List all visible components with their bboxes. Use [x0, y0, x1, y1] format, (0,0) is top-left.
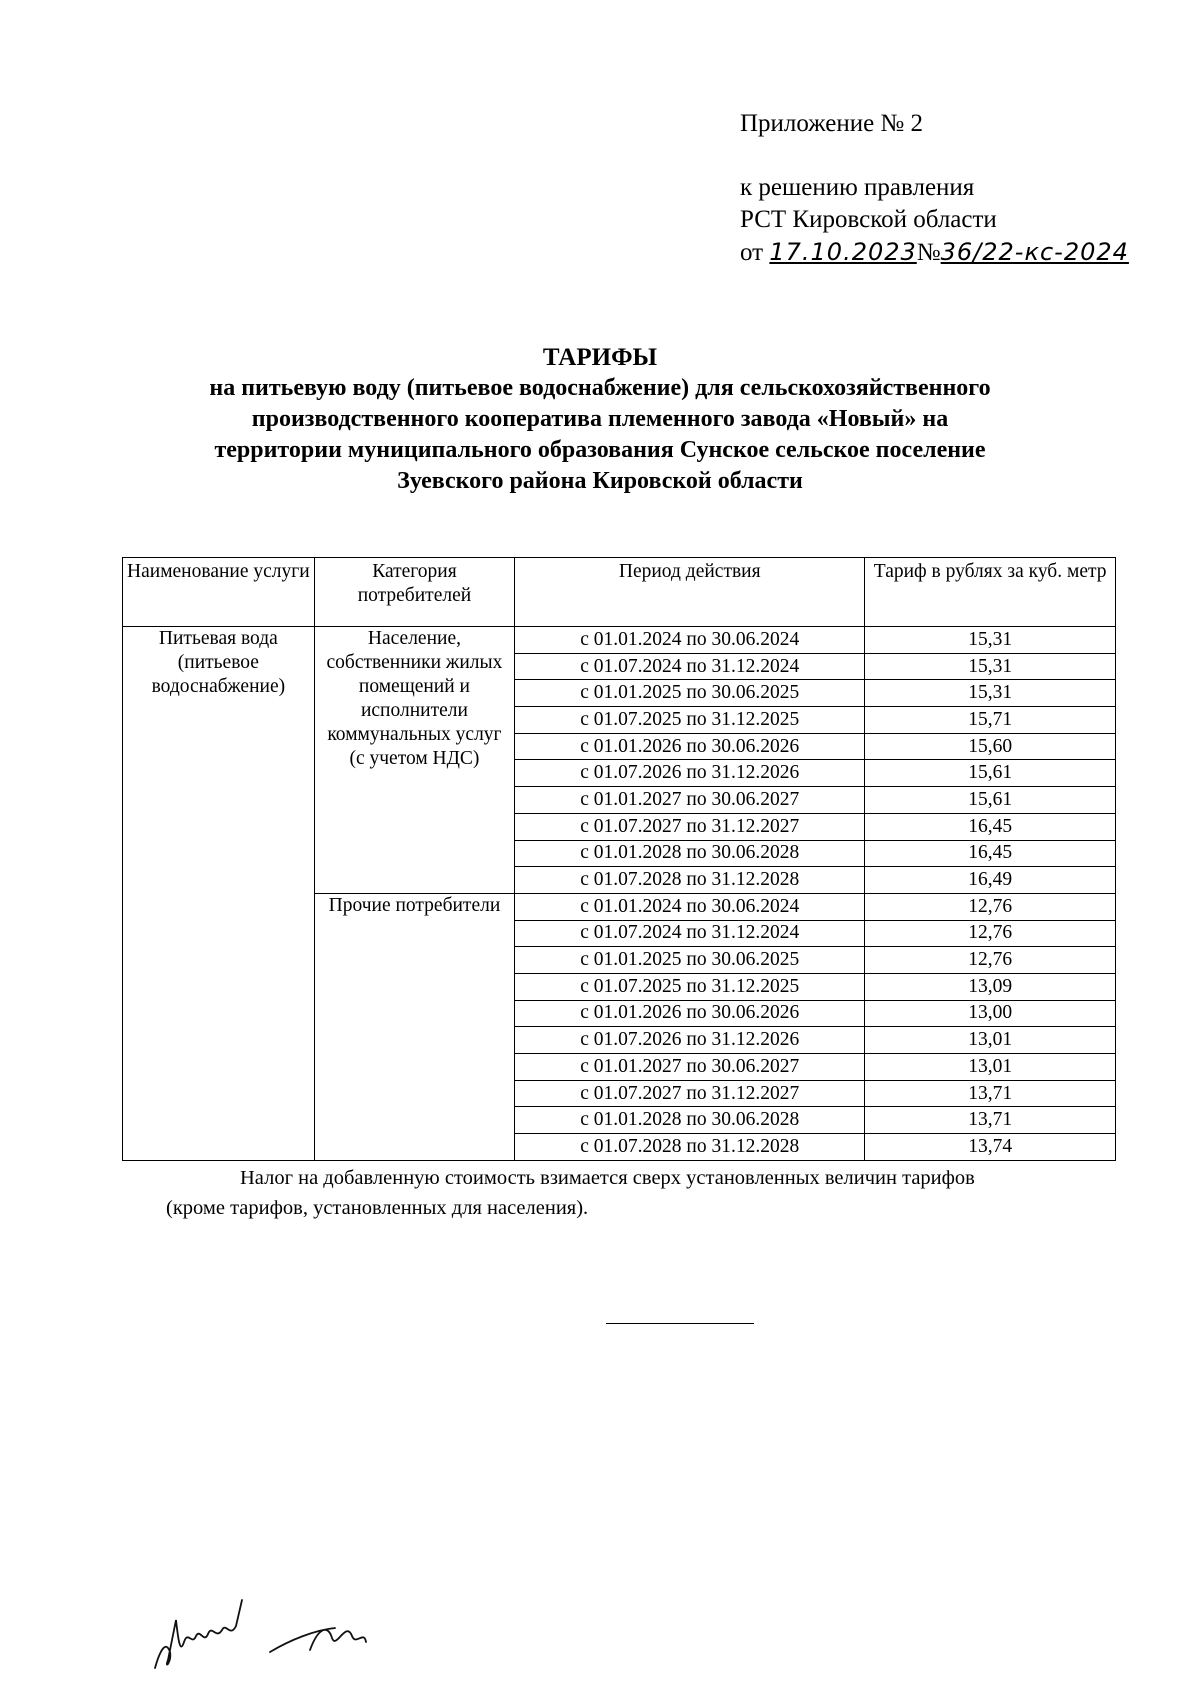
period-cell: с 01.01.2026 по 30.06.2026	[515, 1000, 865, 1027]
period-cell: с 01.01.2027 по 30.06.2027	[515, 1054, 865, 1081]
table-row	[123, 627, 1116, 654]
subtitle-line: на питьевую воду (питьевое водоснабжение) для сельскохозяйственного	[209, 375, 991, 401]
tariff-cell: 15,31	[865, 627, 1116, 654]
tariff-cell: 16,45	[865, 813, 1116, 840]
decision-line: к решению правления	[740, 174, 975, 201]
period-cell: с 01.01.2028 по 30.06.2028	[515, 840, 865, 867]
handwritten-number: 36/22-кс-2024	[940, 238, 1129, 266]
subtitle-line: Зуевского района Кировской области	[397, 468, 803, 494]
category-cell: Прочие потребители	[314, 893, 514, 1160]
document-title: ТАРИФЫ	[542, 344, 658, 371]
tariff-cell: 15,61	[865, 760, 1116, 787]
subtitle-line: территории муниципального образования Сунское сельское поселение	[214, 437, 986, 463]
vat-note	[168, 1163, 1118, 1223]
appendix-reference	[740, 172, 1129, 269]
tariff-cell: 13,74	[865, 1134, 1116, 1161]
period-cell: с 01.01.2025 по 30.06.2025	[515, 680, 865, 707]
document-heading	[100, 342, 1100, 497]
period-cell: с 01.07.2025 по 31.12.2025	[515, 707, 865, 734]
closing-rule	[606, 1323, 754, 1324]
period-cell: с 01.07.2027 по 31.12.2027	[515, 813, 865, 840]
period-cell: с 01.01.2024 по 30.06.2024	[515, 893, 865, 920]
tariff-cell: 13,01	[865, 1027, 1116, 1054]
subtitle-line: производственного кооператива племенного завода «Новый» на	[251, 406, 949, 432]
period-cell: с 01.07.2026 по 31.12.2026	[515, 1027, 865, 1054]
tariff-cell: 15,61	[865, 787, 1116, 814]
tariff-cell: 13,71	[865, 1107, 1116, 1134]
appendix-title: Приложение № 2	[740, 110, 924, 137]
tariff-cell: 16,49	[865, 867, 1116, 894]
tariff-cell: 15,71	[865, 707, 1116, 734]
appendix-header	[740, 108, 1129, 266]
header-tariff: Тариф в рублях за куб. метр	[865, 558, 1116, 627]
period-cell: с 01.07.2026 по 31.12.2026	[515, 760, 865, 787]
handwritten-signature	[150, 1580, 410, 1680]
period-cell: с 01.01.2025 по 30.06.2025	[515, 947, 865, 974]
tariff-cell: 15,31	[865, 653, 1116, 680]
service-cell: Питьевая вода (питьевое водоснабжение)	[123, 627, 315, 1161]
tariff-cell: 16,45	[865, 840, 1116, 867]
tariff-cell: 15,31	[865, 680, 1116, 707]
tariff-cell: 13,01	[865, 1054, 1116, 1081]
period-cell: с 01.07.2028 по 31.12.2028	[515, 1134, 865, 1161]
tariff-cell: 13,00	[865, 1000, 1116, 1027]
tariff-cell: 13,09	[865, 973, 1116, 1000]
tariff-cell: 12,76	[865, 947, 1116, 974]
tariff-table	[122, 557, 1116, 1161]
handwritten-date: 17.10.2023	[769, 238, 917, 266]
tariff-cell: 13,71	[865, 1080, 1116, 1107]
header-category: Категория потребителей	[314, 558, 514, 627]
period-cell: с 01.07.2024 по 31.12.2024	[515, 653, 865, 680]
period-cell: с 01.01.2028 по 30.06.2028	[515, 1107, 865, 1134]
date-prefix: от	[740, 239, 764, 266]
tariff-cell: 12,76	[865, 893, 1116, 920]
header-period: Период действия	[515, 558, 865, 627]
authority-line: РСТ Кировской области	[740, 206, 997, 233]
header-service: Наименование услуги	[123, 558, 315, 627]
period-cell: с 01.01.2026 по 30.06.2026	[515, 733, 865, 760]
period-cell: с 01.07.2027 по 31.12.2027	[515, 1080, 865, 1107]
vat-note-line: Налог на добавленную стоимость взимается сверх установленных величин тарифов	[240, 1167, 975, 1189]
period-cell: с 01.07.2024 по 31.12.2024	[515, 920, 865, 947]
date-number-line	[740, 236, 1129, 269]
period-cell: с 01.01.2024 по 30.06.2024	[515, 627, 865, 654]
vat-note-line: (кроме тарифов, установленных для населения).	[166, 1197, 589, 1219]
tariff-table-body	[123, 627, 1116, 1161]
table-header-row	[123, 558, 1116, 627]
period-cell: с 01.01.2027 по 30.06.2027	[515, 787, 865, 814]
period-cell: с 01.07.2025 по 31.12.2025	[515, 973, 865, 1000]
period-cell: с 01.07.2028 по 31.12.2028	[515, 867, 865, 894]
tariff-cell: 15,60	[865, 733, 1116, 760]
number-sign: №	[916, 239, 941, 266]
tariff-cell: 12,76	[865, 920, 1116, 947]
category-cell: Население, собственники жилых помещений и исполнители коммунальных услуг (с учетом НДС)	[314, 627, 514, 894]
